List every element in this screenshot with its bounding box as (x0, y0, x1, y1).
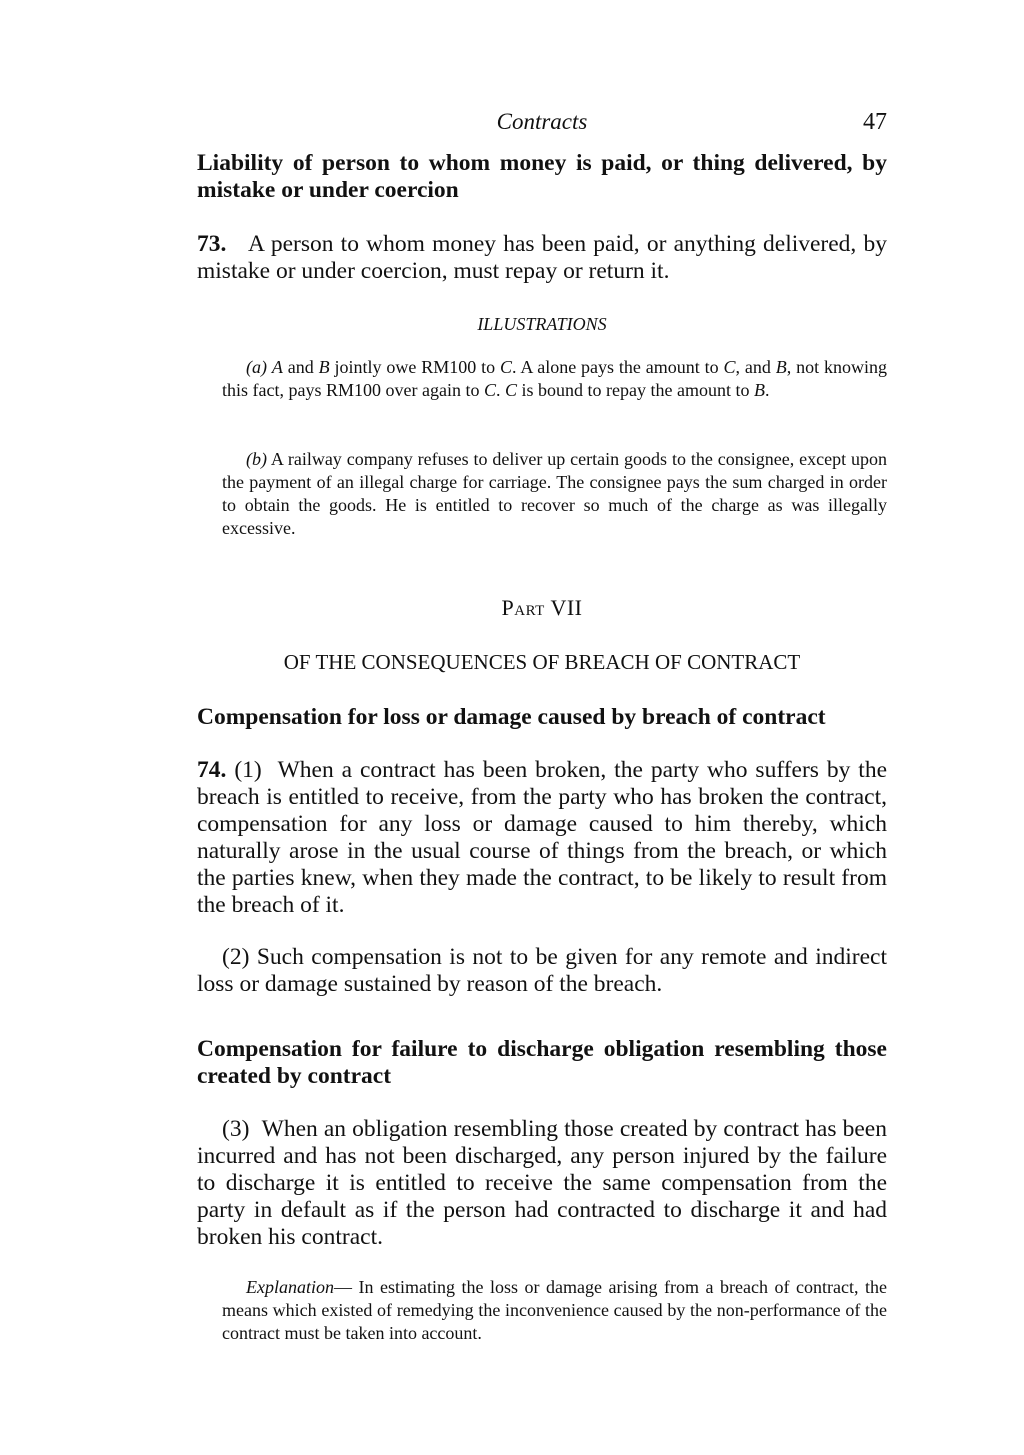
illustration-a-party: B (775, 357, 787, 377)
section-73-body (197, 231, 887, 285)
obligation-heading: Compensation for failure to discharge obligation resembling those created by contract (197, 1036, 887, 1089)
illustrations-title: ILLUSTRATIONS (477, 314, 607, 334)
subsection-3-text: When an obligation resembling those created by contract has been incurred and has not been discharged, any person injured by the failure to discharge it is entitled to receive the same compensation from the party in default as if the person had contracted to discharge it and had broken his contract. (197, 1116, 887, 1250)
illustration-a-party: A (271, 357, 283, 377)
part-subtitle: OF THE CONSEQUENCES OF BREACH OF CONTRACT (283, 650, 801, 674)
illustration-a-party: C (483, 380, 496, 400)
illustration-a-party: C (499, 357, 512, 377)
section-74-subsection-1 (197, 757, 887, 919)
section-74-heading: Compensation for loss or damage caused by breach of contract (197, 704, 826, 730)
subsection-1-label: (1) (234, 757, 262, 783)
subsection-3-label: (3) (222, 1116, 250, 1142)
section-74-subsection-2 (197, 944, 887, 998)
illustration-a-text: , not knowing this fact, pays RM100 over again to (222, 357, 888, 400)
section-73-number: 73. (197, 231, 227, 257)
section-73-heading: Liability of person to whom money is paid, or thing delivered, by mistake or under coercion (197, 150, 887, 203)
explanation-label: Explanation (246, 1277, 334, 1297)
illustration-a-text: and (282, 357, 319, 377)
explanation (222, 1276, 887, 1345)
section-74-subsection-3 (197, 1116, 887, 1251)
illustration-a (222, 356, 887, 402)
illustration-b-label: (b) (246, 449, 267, 469)
running-head (197, 106, 887, 138)
illustration-b (222, 448, 887, 540)
section-74-number: 74. (197, 757, 227, 783)
illustration-a-party: B (318, 357, 330, 377)
illustration-a-text: is bound to repay the amount to (516, 380, 754, 400)
section-73-text: A person to whom money has been paid, or anything delivered, by mistake or under coercion, must repay or return it. (197, 231, 888, 284)
page-number: 47 (863, 109, 887, 135)
part-word: Part (501, 595, 545, 620)
illustration-a-label: (a) (246, 357, 267, 377)
running-title: Contracts (496, 109, 588, 134)
illustration-a-party: C (723, 357, 736, 377)
subsection-1-text: When a contract has been broken, the party who suffers by the breach is entitled to receive, from the party who has broken the contract, compensation for any loss or damage caused to him thereby, which naturally arose in the usual course of things from the breach, or which the parties knew, when they made the contract, to be likely to result from the breach of it. (197, 757, 888, 918)
explanation-text: In estimating the loss or damage arising from a breach of contract, the means which existed of remedying the inconvenience caused by the non-performance of the contract must be taken into account. (222, 1277, 887, 1343)
subsection-2-label: (2) (222, 944, 250, 970)
illustration-a-party: C (504, 380, 517, 400)
part-numeral: VII (550, 595, 583, 620)
illustration-a-text: . A alone pays the amount to (511, 357, 724, 377)
illustration-b-text: A railway company refuses to deliver up certain goods to the consignee, except upon the payment of an illegal charge for carriage. The consignee pays the sum charged in order to obtain the goods. He is entitled to recover so much of the charge as was illegally excessive. (222, 449, 887, 538)
explanation-dash: — (334, 1277, 352, 1297)
illustration-a-text: jointly owe RM100 to (329, 357, 500, 377)
illustration-a-text: , and (735, 357, 776, 377)
illustration-a-party: B (753, 380, 765, 400)
part-title (197, 594, 887, 622)
illustration-a-text: . (495, 380, 505, 400)
subsection-2-text: Such compensation is not to be given for any remote and indirect loss or damage sustained by reason of the breach. (197, 944, 887, 997)
illustration-a-text: . (764, 380, 770, 400)
